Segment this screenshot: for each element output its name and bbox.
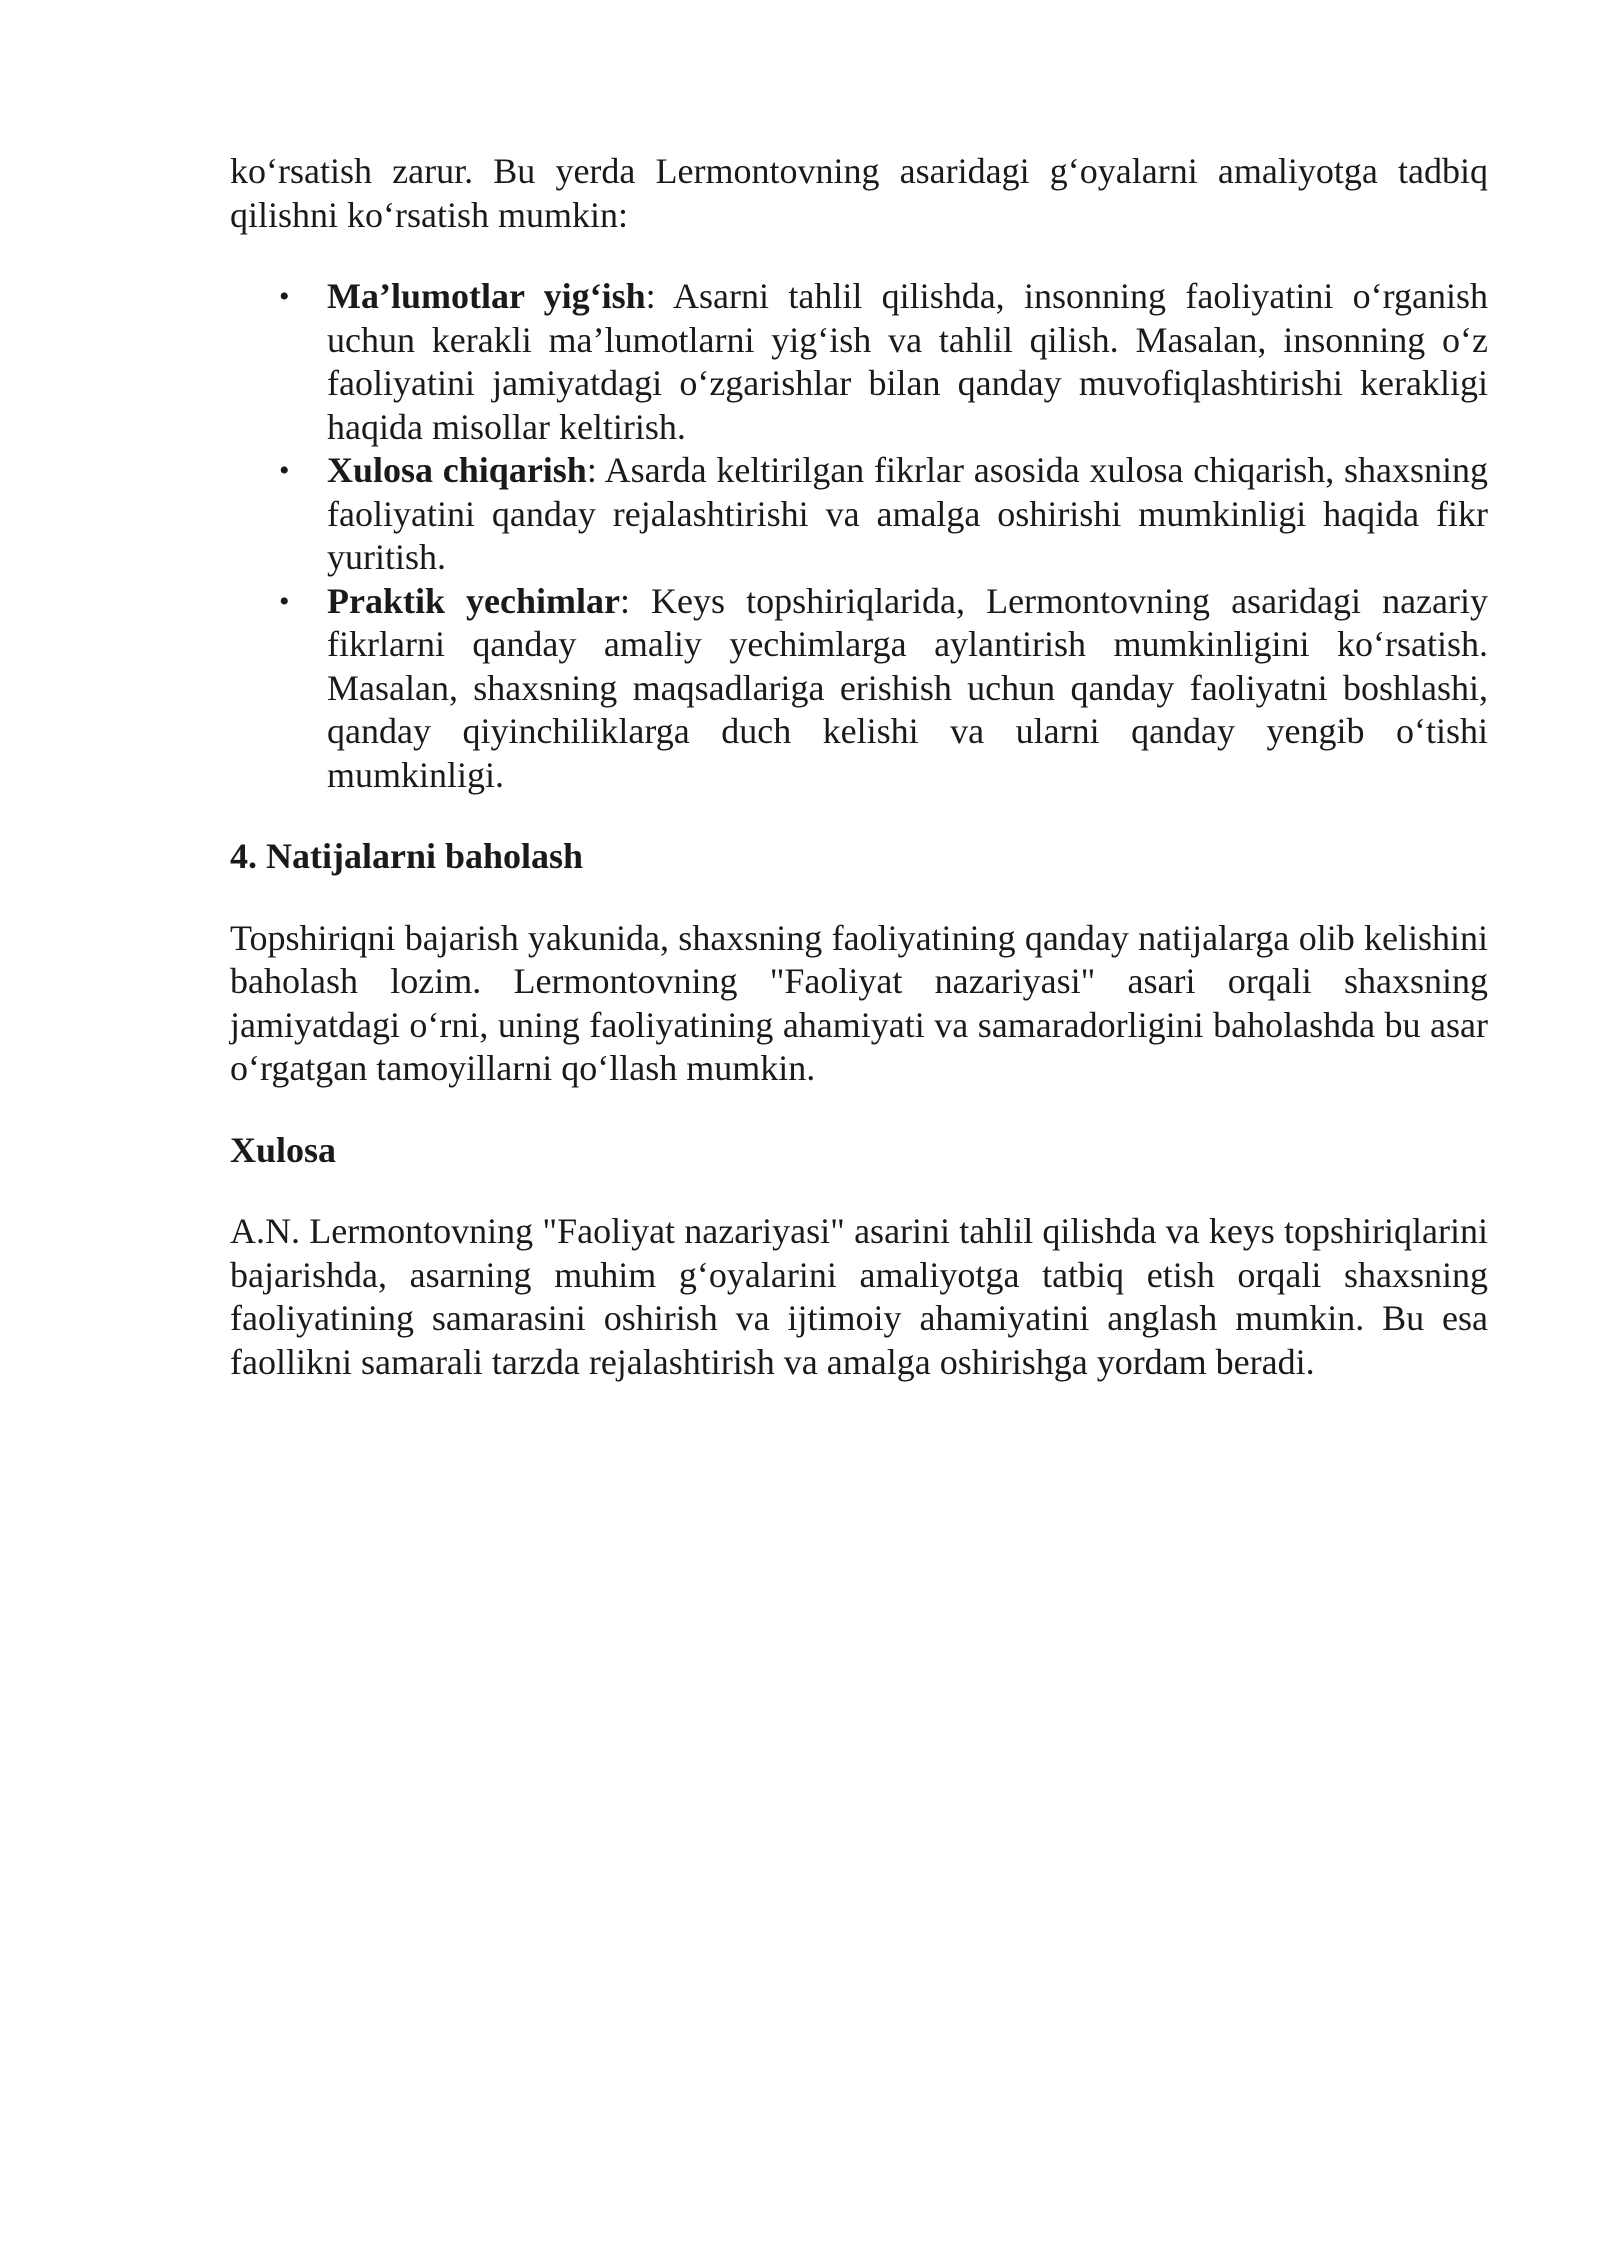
conclusion-heading: Xulosa xyxy=(230,1129,337,1170)
section-paragraph: Topshiriqni bajarish yakunida, shaxsning faoliyatining qanday natijalarga olib kelishini baholash lozim. Lermontovning "Faoliyat nazariyasi" asari orqali shaxsning jamiyatdagi o‘rni, uning faoliyatining ahamiyati va samaradorligini baholashda bu asar o‘rgatgan tamoyillarni qo‘llash mumkin. xyxy=(230,917,1488,1088)
document-page xyxy=(230,150,1488,1384)
bullet-icon: • xyxy=(279,454,290,487)
list-item xyxy=(279,580,1488,798)
conclusion-paragraph: A.N. Lermontovning "Faoliyat nazariyasi" asarini tahlil qilishda va keys topshiriqlarini bajarishda, asarning muhim g‘oyalarini amaliyotga tatbiq etish orqali shaxsning faoliyatining samarasini oshirish va ijtimoiy ahamiyatini anglash mumkin. Bu esa faollikni samarali tarzda rejalashtirish va amalga oshirishga yordam beradi. xyxy=(230,1211,1488,1382)
intro-paragraph: ko‘rsatish zarur. Bu yerda Lermontovning asaridagi g‘oyalarni amaliyotga tadbiq qilishni ko‘rsatish mumkin: xyxy=(230,151,1488,235)
bullet-icon: • xyxy=(279,280,290,313)
list-item-text: : Keys topshiriqlarida, Lermontovning asaridagi nazariy fikrlarni qanday amaliy yechimlarga aylantirish mumkinligini ko‘rsatish. Masalan, shaxsning maqsadlariga erishish uchun qanday faoliyatni boshlashi, qanday qiyinchiliklarga duch kelishi va ularni qanday yengib o‘tishi mumkinligi. xyxy=(327,580,1488,795)
list-item-text: : Asarni tahlil qilishda, insonning faoliyatini o‘rganish uchun kerakli ma’lumotlarni yig‘ish va tahlil qilish. Masalan, insonning o‘z faoliyatini jamiyatdagi o‘zgarishlar bilan qanday muvofiqlashtirishi kerakligi haqida misollar keltirish. xyxy=(327,276,1488,447)
list-item-text: : Asarda keltirilgan fikrlar asosida xulosa chiqarish, shaxsning faoliyatini qanday rejalashtirishi va amalga oshirishi mumkinligi haqida fikr yuritish. xyxy=(327,450,1488,577)
list-item xyxy=(279,449,1488,580)
bullet-icon: • xyxy=(279,584,290,618)
list-item-term: Xulosa chiqarish xyxy=(327,450,587,490)
list-item-term: Ma’lumotlar yig‘ish xyxy=(327,276,646,316)
list-item xyxy=(279,275,1488,449)
list-item-term: Praktik yechimlar xyxy=(327,580,620,621)
section-heading: 4. Natijalarni baholash xyxy=(230,836,584,876)
bullet-list xyxy=(230,275,1488,797)
